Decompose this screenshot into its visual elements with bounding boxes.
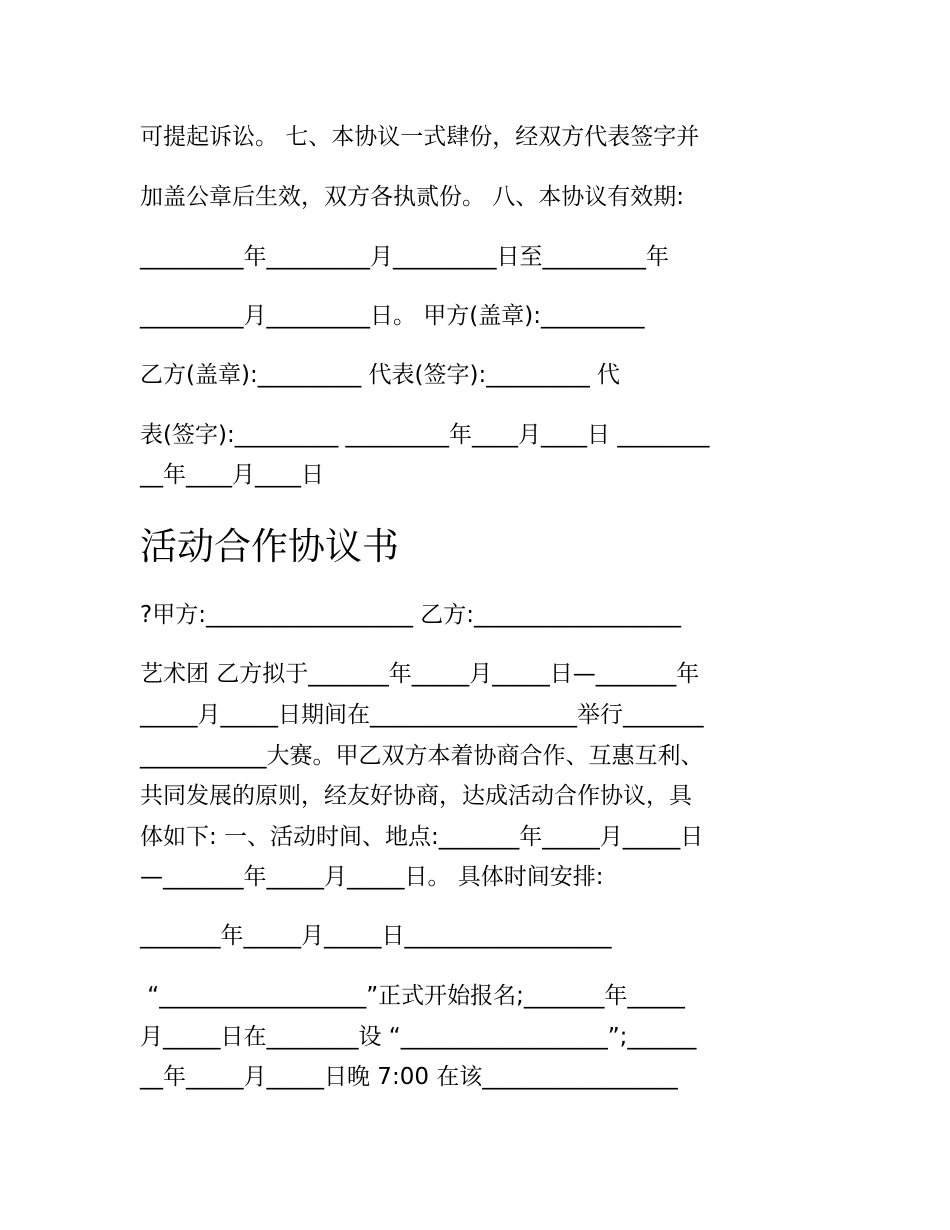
- text-line: 艺术团 乙方拟于_______年_____月_____日—_______年: [140, 661, 700, 687]
- text-line: _________年_________月_________日至_________年: [140, 244, 669, 270]
- text-line: _________月_________日。 甲方(盖章):_________: [140, 303, 645, 329]
- text-line: ___________大赛。甲乙双方本着协商合作、互惠互利、: [140, 743, 704, 769]
- text-line: __年____月____日: [140, 462, 324, 488]
- text-line: 乙方(盖章):_________ 代表(签字):_________ 代: [140, 362, 621, 388]
- text-line: —_______年_____月_____日。 具体时间安排:: [140, 864, 604, 890]
- text-line: 表(签字):_________ _________年____月____日 ________: [140, 422, 710, 448]
- text-line: 加盖公章后生效，双方各执贰份。 八、本协议有效期:: [140, 184, 685, 210]
- text-line: 可提起诉讼。 七、本协议一式肆份，经双方代表签字并: [140, 124, 700, 150]
- text-line: 体如下: 一、活动时间、地点:_______年_____月_____日: [140, 824, 704, 850]
- document-title: 活动合作协议书: [140, 525, 399, 568]
- text-line: _____月_____日期间在__________________举行_______: [140, 702, 704, 728]
- text-line: _______年_____月_____日__________________: [140, 923, 612, 949]
- text-line: 月_____日在________设 “__________________”;______: [140, 1024, 697, 1050]
- text-line: 共同发展的原则，经友好协商，达成活动合作协议，具: [140, 783, 692, 809]
- party-line: ?甲方:__________________ 乙方:__________________: [140, 602, 682, 628]
- text-line: “__________________”正式开始报名;_______年_____: [140, 983, 685, 1009]
- text-line: __年_____月_____日晚 7:00 在该_________________: [140, 1064, 678, 1090]
